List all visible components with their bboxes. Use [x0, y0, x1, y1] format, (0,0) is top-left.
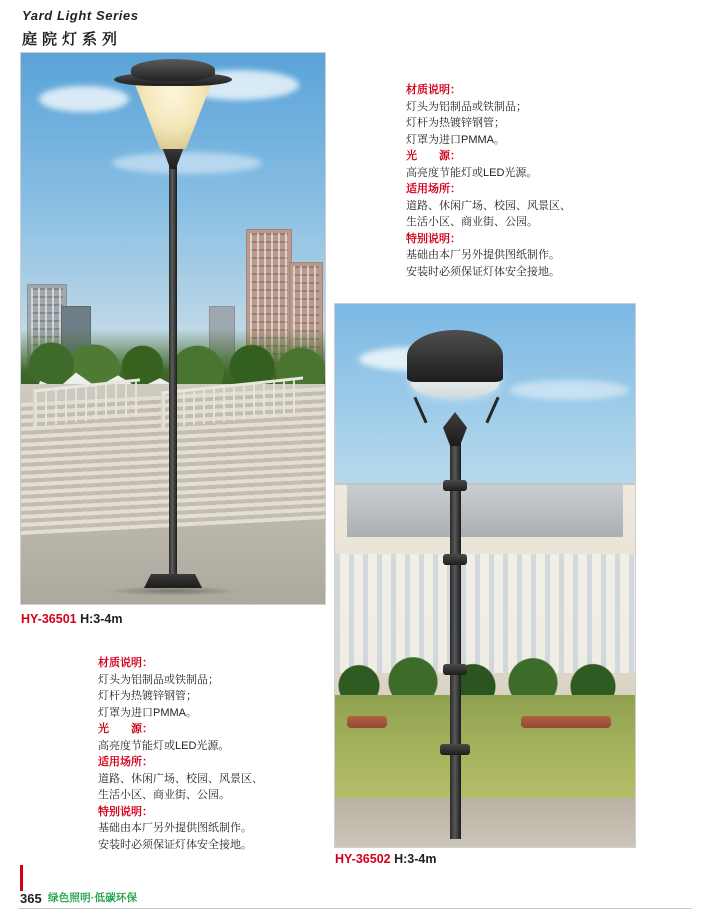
spec-usage-line: 生活小区、商业街、公园。 [98, 789, 230, 801]
pole-collar [443, 554, 467, 565]
spec-material-line: 灯罩为进口PMMA。 [406, 133, 505, 146]
spec-material-label: 材质说明： [98, 657, 153, 669]
model-code: HY-36501 [21, 612, 77, 626]
spec-usage-label: 适用场所： [406, 183, 461, 195]
footer-accent-mark [20, 865, 23, 891]
caption-hy-36502 [335, 852, 436, 866]
spec-usage-line: 道路、休闲广场、校园、风景区、 [98, 772, 263, 785]
tree-row [335, 652, 635, 700]
spec-usage-line: 道路、休闲广场、校园、风景区、 [406, 199, 571, 212]
page-title-english: Yard Light Series [22, 8, 139, 23]
footer-divider [18, 908, 692, 909]
spec-material-line: 灯头为铝制品或铁制品； [98, 673, 219, 686]
walkway [335, 798, 635, 847]
pole-collar [443, 480, 467, 491]
spec-note-label: 特别说明： [98, 805, 153, 818]
spec-material-line: 灯杆为热镀锌钢管； [406, 117, 505, 129]
spec-note-line: 安装时必须保证灯体安全接地。 [98, 838, 252, 851]
lamp-pole [450, 436, 461, 839]
model-size: H:3-4m [80, 612, 123, 626]
lamp-base-plate [144, 574, 202, 588]
spec-note-line: 基础由本厂另外提供图纸制作。 [98, 822, 252, 834]
footer-tagline: 绿色照明·低碳环保 [48, 892, 138, 904]
page-number: 365 [20, 891, 42, 906]
model-code: HY-36502 [335, 852, 391, 866]
spec-source-line: 高亮度节能灯或LED光源。 [406, 166, 538, 179]
building-roofline [347, 483, 623, 537]
page-title-chinese: 庭院灯系列 [22, 31, 123, 48]
lamp-pole [169, 165, 177, 576]
lamp-dome-head [407, 330, 503, 382]
spec-material-label: 材质说明： [406, 84, 461, 96]
flower-bed [347, 716, 387, 728]
cloud-shape [39, 86, 129, 112]
lamp-cap [131, 59, 215, 81]
spec-note-line: 安装时必须保证灯体安全接地。 [406, 265, 560, 278]
cloud-shape [509, 380, 629, 400]
pole-collar [440, 744, 470, 755]
pole-collar [443, 664, 467, 675]
flower-bed [521, 716, 611, 728]
spec-usage-line: 生活小区、商业街、公园。 [406, 216, 538, 228]
caption-hy-36501 [21, 612, 122, 626]
spec-block-top [406, 82, 571, 280]
spec-block-bottom [98, 655, 263, 853]
spec-material-line: 灯杆为热镀锌钢管； [98, 690, 197, 702]
spec-note-label: 特别说明： [406, 232, 461, 245]
spec-material-line: 灯罩为进口PMMA。 [98, 706, 197, 719]
spec-source-line: 高亮度节能灯或LED光源。 [98, 739, 230, 752]
page-footer [0, 891, 710, 913]
spec-note-line: 基础由本厂另外提供图纸制作。 [406, 249, 560, 261]
product-photo-hy-36502 [334, 303, 636, 848]
product-photo-hy-36501 [20, 52, 326, 605]
spec-usage-label: 适用场所： [98, 756, 153, 768]
model-size: H:3-4m [394, 852, 437, 866]
spec-source-label: 光 源： [98, 723, 153, 735]
spec-material-line: 灯头为铝制品或铁制品； [406, 100, 527, 113]
spec-source-label: 光 源： [406, 150, 461, 162]
